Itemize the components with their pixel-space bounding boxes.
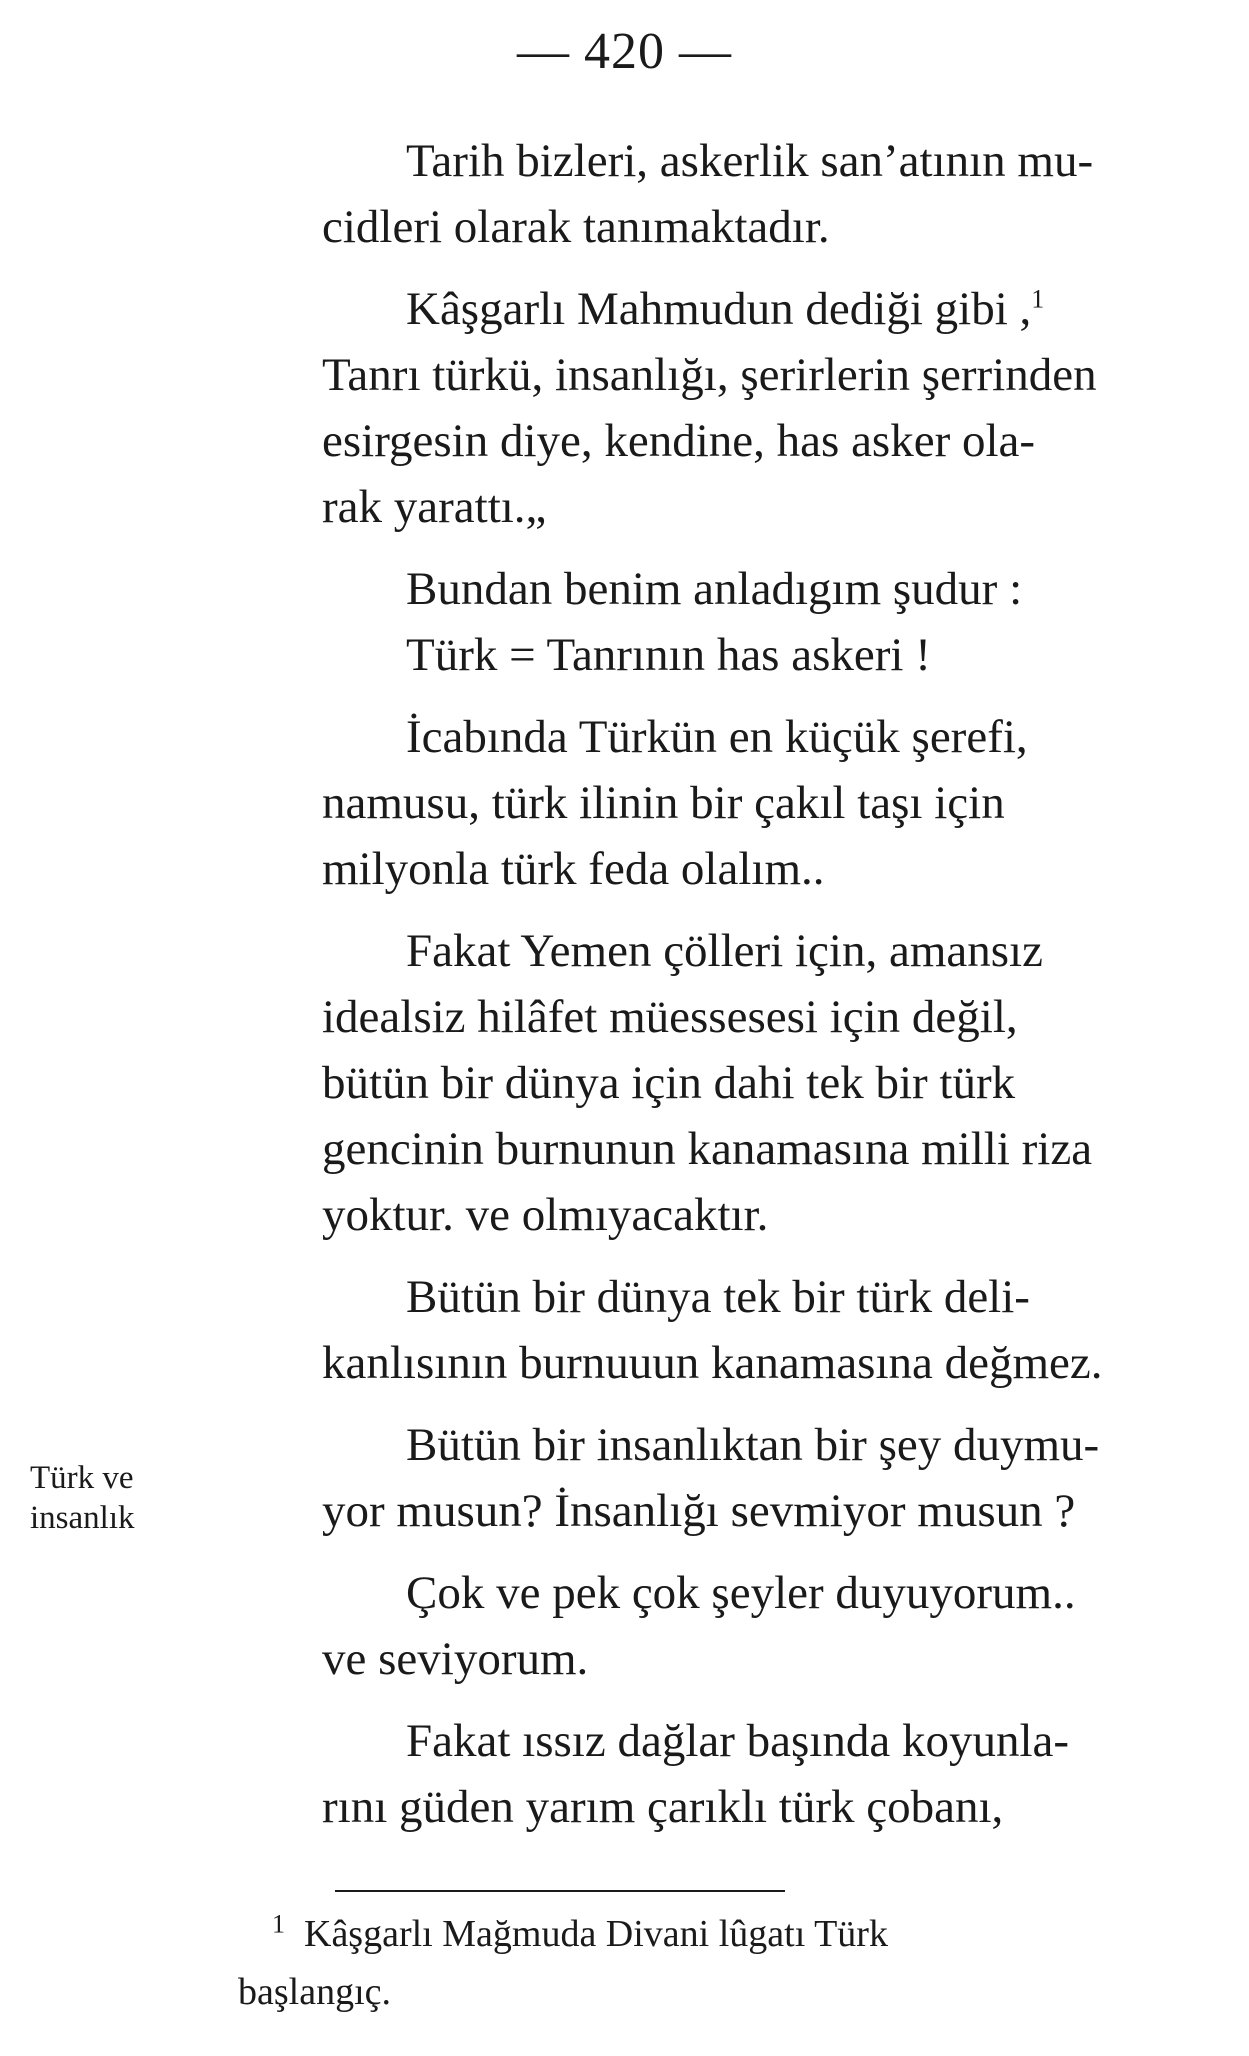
text-line: Tarih bizleri, askerlik san’atının mu-: [406, 135, 1094, 187]
paragraph-3: [238, 556, 1200, 688]
text-line: İcabında Türkün en küçük şerefi,: [406, 711, 1028, 763]
margin-note-line: Türk ve: [30, 1460, 134, 1496]
text-line: Bütün bir insanlıktan bir şey duymu-: [406, 1419, 1100, 1471]
footnote-marker: 1: [272, 1909, 285, 1939]
text-line: yoktur. ve olmıyacaktır.: [322, 1189, 769, 1241]
paragraph-6: [238, 1264, 1200, 1396]
text-line: yor musun? İnsanlığı sevmiyor musun ?: [322, 1485, 1076, 1537]
footnote-text: Kâşgarlı Mağmuda Divani lûgatı Türk: [304, 1913, 888, 1955]
text-line: rını güden yarım çarıklı türk çobanı,: [322, 1781, 1004, 1833]
footnote-divider: [335, 1890, 785, 1892]
text-line: Türk = Tanrının has askeri !: [406, 629, 931, 681]
paragraph-4: [238, 704, 1200, 902]
text-line: Bütün bir dünya tek bir türk deli-: [406, 1271, 1030, 1323]
text-line: Fakat ıssız dağlar başında koyunla-: [406, 1715, 1070, 1767]
footnote: [238, 1905, 1200, 2021]
text-line: kanlısının burnuuun kanamasına değmez.: [322, 1337, 1103, 1389]
text-line: bütün bir dünya için dahi tek bir türk: [322, 1057, 1016, 1109]
body-text: [238, 128, 1200, 1848]
margin-note-line: insanlık: [30, 1500, 135, 1536]
footnote-line: başlangıç.: [238, 1971, 392, 2013]
text-line: namusu, türk ilinin bir çakıl taşı için: [322, 777, 1005, 829]
text-line: cidleri olarak tanımaktadır.: [322, 201, 830, 253]
text-fragment: Kâşgarlı Mahmudun dediği gibi ,: [406, 283, 1032, 335]
text-line: Fakat Yemen çölleri için, amansız: [406, 925, 1043, 977]
paragraph-5: [238, 918, 1200, 1248]
text-line: idealsiz hilâfet müessesesi için değil,: [322, 991, 1018, 1043]
paragraph-9: [238, 1708, 1200, 1840]
paragraph-8: [238, 1560, 1200, 1692]
paragraph-1: [238, 128, 1200, 260]
text-line: Çok ve pek çok şeyler duyuyorum..: [406, 1567, 1076, 1619]
footnote-line: [238, 1905, 1200, 1963]
text-line: rak yarattı.„: [322, 481, 547, 533]
text-line: ve seviyorum.: [322, 1633, 589, 1685]
paragraph-7: [238, 1412, 1200, 1544]
text-line: [238, 276, 1200, 342]
margin-note: [30, 1458, 200, 1538]
page-number: — 420 —: [517, 23, 732, 80]
text-line: gencinin burnunun kanamasına milli riza: [322, 1123, 1093, 1175]
text-line: Tanrı türkü, insanlığı, şerirlerin şerrinden: [322, 349, 1097, 401]
text-line: esirgesin diye, kendine, has asker ola-: [322, 415, 1036, 467]
paragraph-2: [238, 276, 1200, 540]
text-line: Bundan benim anladıgım şudur :: [406, 563, 1023, 615]
text-line: milyonla türk feda olalım..: [322, 843, 825, 895]
footnote-reference: 1: [1031, 284, 1045, 314]
